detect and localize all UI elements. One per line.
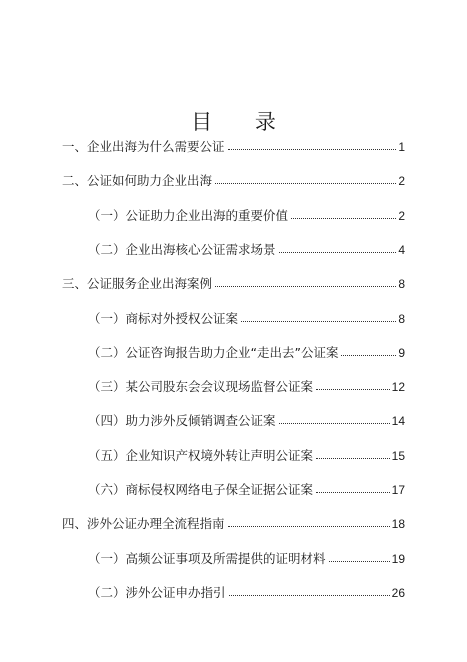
dot-leader — [215, 175, 396, 185]
dot-leader — [279, 415, 390, 425]
toc-entry[interactable] — [88, 551, 405, 567]
toc-entry[interactable] — [88, 379, 405, 395]
dot-leader — [341, 347, 396, 357]
dot-leader — [316, 450, 390, 460]
toc-page-number: 1 — [398, 140, 405, 154]
toc-entry-text: （一）高频公证事项及所需提供的证明材料 — [88, 550, 326, 566]
dot-leader — [229, 587, 390, 597]
dot-leader — [228, 518, 390, 528]
toc-entry[interactable] — [88, 482, 405, 498]
toc-entry[interactable] — [88, 585, 405, 601]
toc-page-number: 18 — [391, 517, 405, 532]
toc-entry-text: （五）企业知识产权境外转让声明公证案 — [88, 447, 314, 463]
toc-page-number: 15 — [391, 448, 405, 463]
toc-entry-text: （一）商标对外授权公证案 — [88, 310, 239, 326]
toc-entry[interactable] — [88, 413, 405, 429]
toc-page-number: 26 — [391, 585, 405, 600]
toc-entry[interactable] — [88, 345, 405, 361]
dot-leader — [316, 381, 390, 391]
toc-page-number: 2 — [398, 174, 405, 189]
toc-page-number: 14 — [391, 414, 405, 429]
toc-entry-text: （二）涉外公证申办指引 — [88, 584, 226, 600]
toc-entry-text: （二）企业出海核心公证需求场景 — [88, 241, 276, 257]
toc-entry-text: 二、公证如何助力企业出海 — [62, 173, 213, 189]
toc-entry-text: 四、涉外公证办理全流程指南 — [62, 516, 225, 532]
toc-page-number: 2 — [398, 208, 405, 223]
toc-page-number: 8 — [398, 311, 405, 326]
toc-entry[interactable] — [62, 516, 405, 532]
toc-entry-text: 三、公证服务企业出海案例 — [62, 276, 213, 292]
dot-leader — [329, 553, 390, 563]
toc-page-number: 17 — [391, 483, 405, 497]
dot-leader — [316, 484, 390, 494]
toc-entry[interactable] — [88, 242, 405, 258]
dot-leader — [291, 210, 396, 220]
toc-entry-text: （三）某公司股东会会议现场监督公证案 — [88, 379, 314, 395]
toc-entry[interactable] — [62, 173, 405, 189]
toc-entry-text: （四）助力涉外反倾销调查公证案 — [88, 413, 276, 429]
toc-entry-text: （一）公证助力企业出海的重要价值 — [88, 207, 289, 223]
toc-page-number: 4 — [398, 242, 405, 257]
dot-leader — [215, 278, 396, 288]
dot-leader — [241, 313, 396, 323]
dot-leader — [228, 141, 397, 151]
toc-entry-text: （六）商标侵权网络电子保全证据公证案 — [88, 482, 314, 497]
toc-page-number: 8 — [398, 277, 405, 292]
toc-entry-text: （二）公证咨询报告助力企业“走出去”公证案 — [88, 344, 339, 360]
toc-entry-text: 一、企业出海为什么需要公证 — [62, 139, 225, 154]
toc-page-number: 12 — [391, 380, 405, 395]
dot-leader — [279, 244, 397, 254]
toc-entry[interactable] — [88, 448, 405, 464]
toc-entry[interactable] — [88, 208, 405, 224]
toc-entry[interactable] — [88, 311, 405, 327]
toc-title: 目 录 — [191, 110, 294, 135]
toc-entry[interactable] — [62, 139, 405, 155]
toc-page-number: 19 — [391, 551, 405, 566]
toc-page-number: 9 — [398, 345, 405, 360]
toc-entry[interactable] — [62, 276, 405, 292]
